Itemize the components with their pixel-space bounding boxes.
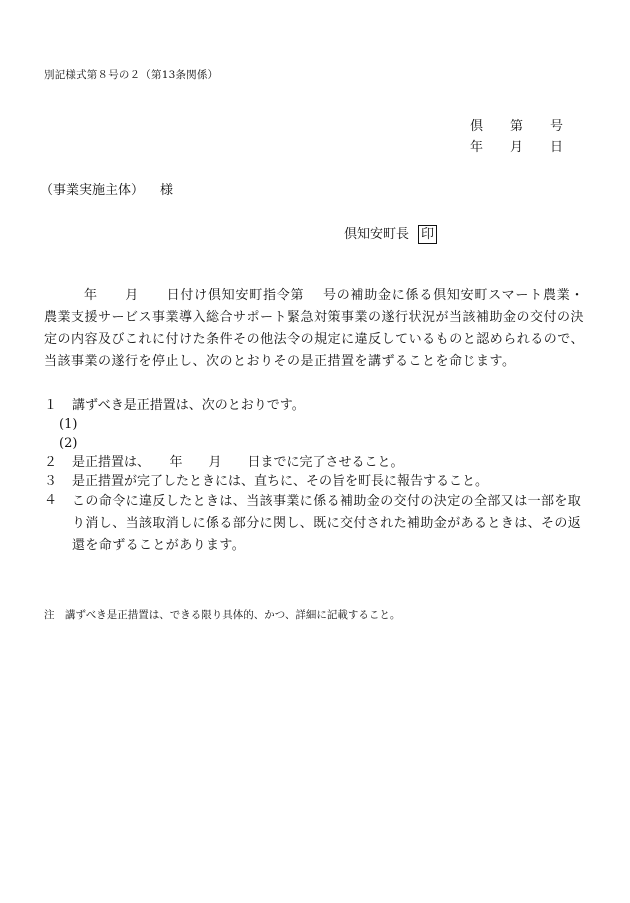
footnote: 注 講ずべき是正措置は、できる限り具体的、かつ、詳細に記載すること。	[44, 609, 401, 621]
form-label: 別記様式第８号の２（第13条関係）	[44, 69, 219, 81]
item-text: この命令に違反したときは、当該事業に係る補助金の交付の決定の全部又は一部を取り消し、当該取消しに係る部分に関し、既に交付された補助金があるときは、その返還を命ずることがあります。	[72, 494, 582, 553]
item-list	[44, 396, 584, 557]
seal-stamp: 印	[418, 225, 437, 244]
document-number-block	[470, 116, 563, 158]
issuer	[344, 223, 437, 244]
subitem-1: (1)	[59, 417, 78, 432]
addressee	[40, 179, 173, 198]
date-month: 月	[510, 140, 524, 155]
addressee-name: （事業実施主体）	[40, 183, 145, 198]
item-number: ２	[44, 455, 58, 470]
item-text: 是正措置が完了したときには、直ちに、その旨を町長に報告すること。	[72, 474, 489, 489]
list-item-1	[44, 396, 584, 415]
docno-prefix: 倶	[470, 119, 484, 134]
list-item-3	[44, 472, 584, 491]
subitem-2: (2)	[59, 436, 78, 451]
item-number: ４	[44, 493, 58, 508]
docno-dai: 第	[510, 119, 524, 134]
item-text: 講ずべき是正措置は、次のとおりです。	[72, 398, 305, 413]
list-item-2	[44, 453, 584, 472]
issuer-name: 倶知安町長	[344, 227, 410, 242]
item-number: １	[44, 398, 58, 413]
body-paragraph: 年 月 日付け倶知安町指令第 号の補助金に係る倶知安町スマート農業・農業支援サービス事業導入総合サポート緊急対策事業の遂行状況が当該補助金の交付の決定の内容及びこれに付けた条件その他法令の規定に違反しているものと認められるので、当該事業の遂行を停止し、次のとおりその是正措置を講ずることを命じます。	[44, 288, 585, 369]
date-day: 日	[550, 140, 564, 155]
item-number: ３	[44, 474, 58, 489]
document-number-row	[470, 116, 563, 137]
list-item-4	[44, 491, 584, 557]
item-text: 是正措置は、 年 月 日までに完了させること。	[72, 455, 404, 470]
docno-go: 号	[550, 119, 564, 134]
date-year: 年	[470, 140, 484, 155]
document-date-row	[470, 137, 563, 158]
addressee-honorific: 様	[160, 183, 174, 198]
